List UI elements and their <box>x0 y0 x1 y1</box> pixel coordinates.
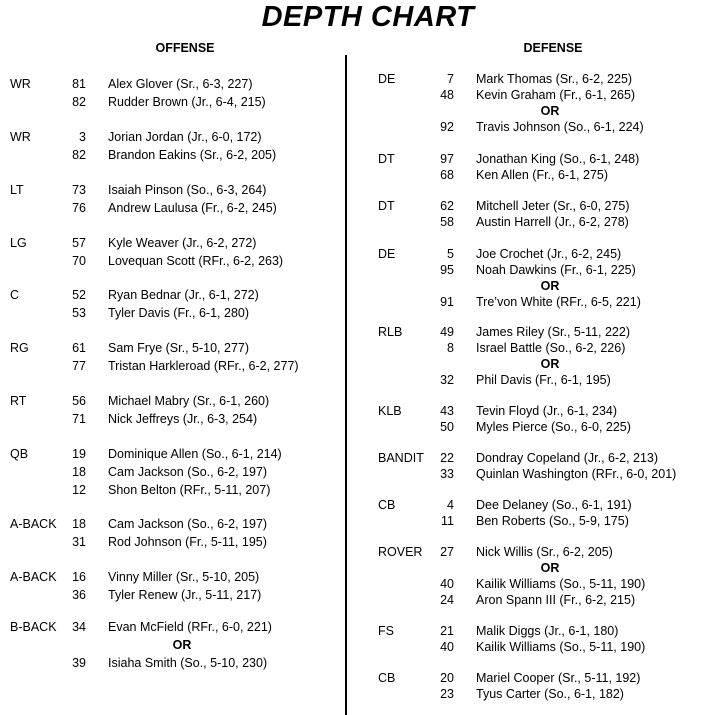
jersey-number: 36 <box>72 587 86 602</box>
jersey-number: 23 <box>440 687 454 701</box>
jersey-number: 95 <box>440 263 454 277</box>
player-name: Mitchell Jeter (Sr., 6-0, 275) <box>476 199 630 213</box>
player-name: James Riley (Sr., 5-11, 222) <box>476 325 630 339</box>
player-name: Kailik Williams (So., 5-11, 190) <box>476 640 646 654</box>
player-name: Nick Jeffreys (Jr., 6-3, 254) <box>108 411 258 426</box>
jersey-number: 18 <box>72 517 86 531</box>
player-name: Vinny Miller (Sr., 5-10, 205) <box>108 570 260 584</box>
defense-heading: DEFENSE <box>523 41 583 55</box>
player-name: Phil Davis (Fr., 6-1, 195) <box>476 373 611 387</box>
player-name: Travis Johnson (So., 6-1, 224) <box>476 120 644 134</box>
position-label: A-BACK <box>10 517 57 531</box>
player-name: Cam Jackson (So., 6-2, 197) <box>108 464 268 479</box>
jersey-number: 73 <box>72 183 86 197</box>
jersey-number: 11 <box>441 514 454 528</box>
player-name: Dondray Copeland (Jr., 6-2, 213) <box>476 451 659 465</box>
jersey-number: 50 <box>440 420 454 434</box>
position-label: CB <box>378 671 396 685</box>
player-name: Alex Glover (Sr., 6-3, 227) <box>108 77 253 91</box>
player-name: Kevin Graham (Fr., 6-1, 265) <box>476 88 636 102</box>
position-label: RT <box>10 394 27 408</box>
position-label: C <box>10 288 20 302</box>
player-name: Quinlan Washington (RFr., 6-0, 201) <box>476 467 677 481</box>
position-label: B-BACK <box>10 620 57 634</box>
position-label: RG <box>10 341 29 355</box>
player-name: Jonathan King (So., 6-1, 248) <box>476 152 640 166</box>
player-name: Austin Harrell (Jr., 6-2, 278) <box>476 215 629 229</box>
player-name: Joe Crochet (Jr., 6-2, 245) <box>476 247 622 261</box>
player-name: Aron Spann III (Fr., 6-2, 215) <box>476 593 636 607</box>
player-name: Evan McField (RFr., 6-0, 221) <box>108 620 272 634</box>
player-name: Rudder Brown (Jr., 6-4, 215) <box>108 94 266 109</box>
player-name: Dominique Allen (So., 6-1, 214) <box>108 447 282 461</box>
player-name: Ben Roberts (So., 5-9, 175) <box>476 514 629 528</box>
jersey-number: 3 <box>79 130 86 144</box>
jersey-number: 68 <box>440 168 454 182</box>
jersey-number: 34 <box>72 620 86 634</box>
player-name: Ken Allen (Fr., 6-1, 275) <box>476 168 609 182</box>
position-label: ROVER <box>378 545 423 559</box>
position-label: A-BACK <box>10 570 57 584</box>
player-name: Andrew Laulusa (Fr., 6-2, 245) <box>108 200 277 215</box>
player-name: Nick Willis (Sr., 6-2, 205) <box>476 545 613 559</box>
jersey-number: 24 <box>440 593 454 607</box>
position-label: DT <box>378 199 395 213</box>
jersey-number: 12 <box>72 482 86 497</box>
player-name: Rod Johnson (Fr., 5-11, 195) <box>108 534 267 549</box>
position-label: DE <box>378 247 396 261</box>
jersey-number: 31 <box>72 534 86 549</box>
jersey-number: 16 <box>72 570 86 584</box>
player-name: Israel Battle (So., 6-2, 226) <box>476 341 626 355</box>
jersey-number: 22 <box>440 451 454 465</box>
or-separator: OR <box>540 561 560 575</box>
player-name: Mark Thomas (Sr., 6-2, 225) <box>476 72 633 86</box>
jersey-number: 81 <box>72 77 86 91</box>
position-label: LG <box>10 236 27 250</box>
player-name: Lovequan Scott (RFr., 6-2, 263) <box>108 253 284 268</box>
jersey-number: 57 <box>72 236 86 250</box>
player-name: Isaiah Pinson (So., 6-3, 264) <box>108 183 267 197</box>
player-name: Myles Pierce (So., 6-0, 225) <box>476 420 631 434</box>
jersey-number: 92 <box>440 120 454 134</box>
or-separator: OR <box>540 357 560 371</box>
jersey-number: 97 <box>440 152 454 166</box>
position-label: BANDIT <box>378 451 424 465</box>
jersey-number: 20 <box>440 671 454 685</box>
jersey-number: 43 <box>440 404 454 418</box>
position-label: WR <box>10 77 31 91</box>
player-name: Sam Frye (Sr., 5-10, 277) <box>108 341 250 355</box>
jersey-number: 40 <box>440 577 454 591</box>
jersey-number: 21 <box>440 624 454 638</box>
player-name: Noah Dawkins (Fr., 6-1, 225) <box>476 263 636 277</box>
jersey-number: 18 <box>72 464 86 479</box>
player-name: Mariel Cooper (Sr., 5-11, 192) <box>476 671 641 685</box>
player-name: Tyus Carter (So., 6-1, 182) <box>476 687 624 701</box>
jersey-number: 76 <box>72 200 86 215</box>
position-label: FS <box>378 624 394 638</box>
jersey-number: 82 <box>72 94 86 109</box>
column-divider <box>345 55 347 715</box>
or-separator: OR <box>172 637 192 652</box>
player-name: Michael Mabry (Sr., 6-1, 260) <box>108 394 270 408</box>
jersey-number: 61 <box>72 341 86 355</box>
player-name: Kyle Weaver (Jr., 6-2, 272) <box>108 236 257 250</box>
player-name: Isiaha Smith (So., 5-10, 230) <box>108 655 268 670</box>
player-name: Jorian Jordan (Jr., 6-0, 172) <box>108 130 262 144</box>
jersey-number: 48 <box>440 88 454 102</box>
player-name: Tevin Floyd (Jr., 6-1, 234) <box>476 404 618 418</box>
or-separator: OR <box>540 279 560 293</box>
jersey-number: 7 <box>447 72 454 86</box>
player-name: Tristan Harkleroad (RFr., 6-2, 277) <box>108 358 299 373</box>
jersey-number: 91 <box>440 295 454 309</box>
player-name: Ryan Bednar (Jr., 6-1, 272) <box>108 288 259 302</box>
jersey-number: 27 <box>440 545 454 559</box>
or-separator: OR <box>540 104 560 118</box>
jersey-number: 52 <box>72 288 86 302</box>
jersey-number: 71 <box>72 411 86 426</box>
player-name: Kailik Williams (So., 5-11, 190) <box>476 577 646 591</box>
player-name: Tre’von White (RFr., 6-5, 221) <box>476 295 641 309</box>
page-title: DEPTH CHART <box>261 1 475 33</box>
jersey-number: 39 <box>72 655 86 670</box>
player-name: Cam Jackson (So., 6-2, 197) <box>108 517 268 531</box>
player-name: Dee Delaney (So., 6-1, 191) <box>476 498 632 512</box>
position-label: QB <box>10 447 29 461</box>
player-name: Brandon Eakins (Sr., 6-2, 205) <box>108 147 277 162</box>
jersey-number: 53 <box>72 305 86 320</box>
player-name: Malik Diggs (Jr., 6-1, 180) <box>476 624 619 638</box>
position-label: WR <box>10 130 31 144</box>
jersey-number: 58 <box>440 215 454 229</box>
position-label: DT <box>378 152 395 166</box>
position-label: KLB <box>378 404 402 418</box>
jersey-number: 8 <box>447 341 454 355</box>
jersey-number: 19 <box>72 447 86 461</box>
jersey-number: 77 <box>72 358 86 373</box>
jersey-number: 40 <box>440 640 454 654</box>
jersey-number: 32 <box>440 373 454 387</box>
player-name: Tyler Renew (Jr., 5-11, 217) <box>108 587 262 602</box>
jersey-number: 49 <box>440 325 454 339</box>
jersey-number: 82 <box>72 147 86 162</box>
player-name: Shon Belton (RFr., 5-11, 207) <box>108 482 271 497</box>
position-label: RLB <box>378 325 403 339</box>
jersey-number: 62 <box>440 199 454 213</box>
position-label: CB <box>378 498 396 512</box>
position-label: DE <box>378 72 396 86</box>
player-name: Tyler Davis (Fr., 6-1, 280) <box>108 305 250 320</box>
jersey-number: 33 <box>440 467 454 481</box>
position-label: LT <box>10 183 24 197</box>
offense-heading: OFFENSE <box>155 41 215 55</box>
jersey-number: 70 <box>72 253 86 268</box>
jersey-number: 56 <box>72 394 86 408</box>
jersey-number: 5 <box>447 247 454 261</box>
jersey-number: 4 <box>447 498 454 512</box>
